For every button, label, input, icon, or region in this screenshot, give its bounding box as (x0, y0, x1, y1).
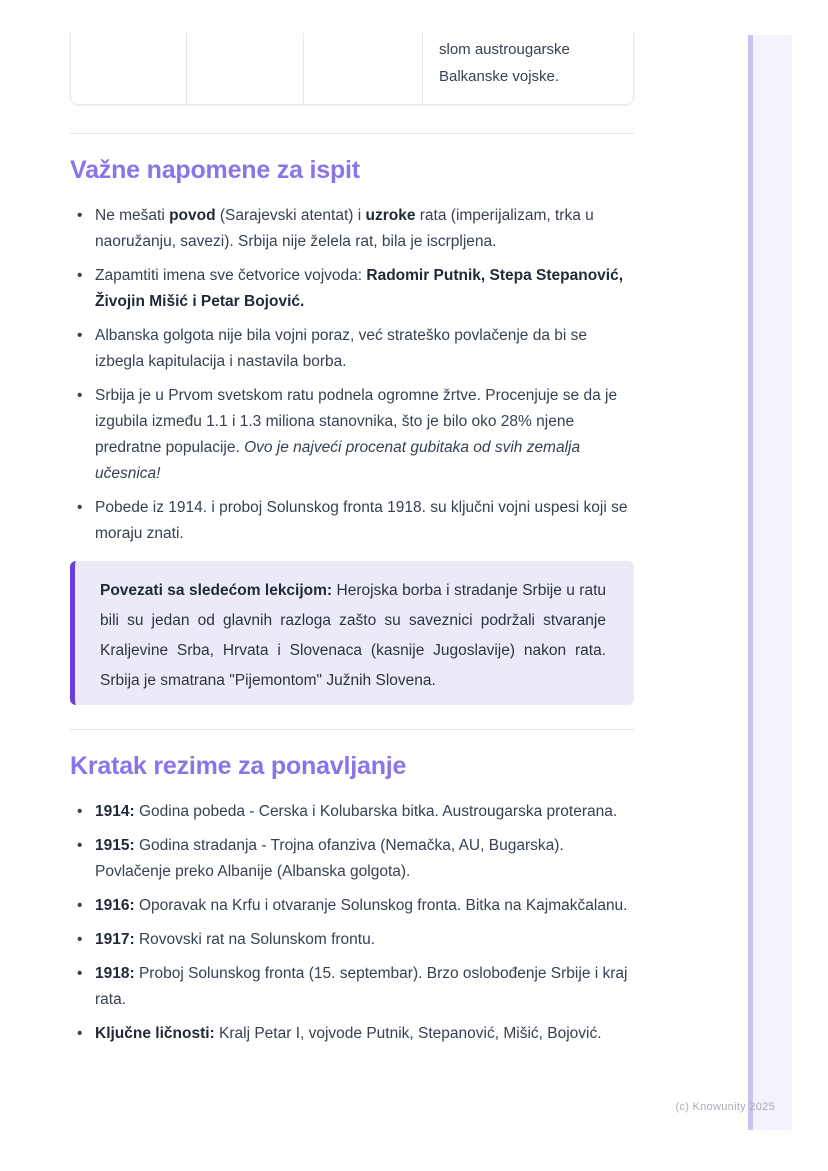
text-segment: 1914: (95, 803, 135, 820)
list-item (70, 323, 634, 375)
text-segment: povod (169, 207, 216, 224)
document-page (70, 0, 634, 1055)
section-title-vazne-napomene: Važne napomene za ispit (70, 156, 360, 184)
list-item (70, 927, 634, 953)
text-segment: Zapamtiti imena sve četvorice vojvoda: (95, 267, 367, 284)
text-segment: Kralj Petar I, vojvode Putnik, Stepanović, Mišić, Bojović. (214, 1025, 602, 1042)
section-divider (70, 729, 634, 730)
text-segment: Srbija je u Prvom svetskom ratu podnela ogromne žrtve. Procenjuje se da je izgubila između 1.1 i 1.3 miliona stanovnika, što je bilo oko 28% njene predratne populacije. (95, 387, 618, 456)
bullet-list-napomene (70, 203, 634, 547)
table-cell-line: slom austrougarske (439, 41, 570, 58)
text-segment: Ne mešati (95, 207, 170, 224)
list-item (70, 263, 634, 315)
section-divider (70, 133, 634, 134)
table-fragment (70, 33, 634, 105)
list-item (70, 383, 634, 487)
text-segment: 1915: (95, 837, 135, 854)
text-segment: Albanska golgota nije bila vojni poraz, već strateško povlačenje da bi se izbegla kapitulacija i nastavila borba. (95, 327, 587, 370)
list-item (70, 799, 634, 825)
section-title-kratak-rezime: Kratak rezime za ponavljanje (70, 752, 407, 780)
callout-lead: Povezati sa sledećom lekcijom: (100, 582, 333, 599)
callout-next-lesson (70, 561, 634, 705)
list-item (70, 833, 634, 885)
table-cell-line: Balkanske vojske. (439, 68, 560, 85)
text-segment: Ključne ličnosti: (95, 1025, 215, 1042)
list-item (70, 893, 634, 919)
table-cell-4 (423, 33, 633, 104)
text-segment: Rovovski rat na Solunskom frontu. (134, 931, 376, 948)
table-cell-text (423, 33, 633, 90)
text-segment: Godina pobeda - Cerska i Kolubarska bitka. Austrougarska proterana. (134, 803, 618, 820)
text-segment: Ovo je najveći procenat gubitaka od svih zemalja učesnica! (95, 439, 581, 482)
text-segment: 1918: (95, 965, 135, 982)
list-item (70, 1021, 634, 1047)
text-segment: 1916: (95, 897, 135, 914)
footer-credit: (c) Knowunity 2025 (675, 1101, 775, 1113)
table-cell-3 (304, 33, 423, 104)
text-segment: rata (imperijalizam, trka u naoružanju, savezi). Srbija nije želela rat, bila je iscrpljena. (95, 207, 594, 250)
list-item (70, 495, 634, 547)
callout-body: Herojska borba i stradanje Srbije u ratu bili su jedan od glavnih razloga zašto su saveznici podržali stvaranje Kraljevine Srba, Hrvata i Slovenaca (kasnije Jugoslavije) nakon rata. Srbija je smatrana "Pijemontom" Južnih Slovena. (100, 582, 606, 689)
text-segment: Proboj Solunskog fronta (15. septembar). Brzo oslobođenje Srbije i kraj rata. (95, 965, 628, 1008)
text-segment: (Sarajevski atentat) i (215, 207, 366, 224)
table-cell-1 (71, 33, 187, 104)
text-segment: Oporavak na Krfu i otvaranje Solunskog fronta. Bitka na Kajmakčalanu. (134, 897, 628, 914)
list-item (70, 961, 634, 1013)
bullet-list-rezime (70, 799, 634, 1047)
text-segment: Godina stradanja - Trojna ofanziva (Nemačka, AU, Bugarska). Povlačenje preko Albanije (Albanska golgota). (95, 837, 564, 880)
text-segment: Radomir Putnik, Stepa Stepanović, Živojin Mišić i Petar Bojović. (95, 267, 624, 310)
next-page-edge-strip (748, 35, 792, 1130)
list-item (70, 203, 634, 255)
text-segment: uzroke (365, 207, 416, 224)
table-cell-2 (187, 33, 304, 104)
text-segment: 1917: (95, 931, 135, 948)
text-segment: Pobede iz 1914. i proboj Solunskog fronta 1918. su ključni vojni uspesi koji se moraju znati. (95, 499, 628, 542)
